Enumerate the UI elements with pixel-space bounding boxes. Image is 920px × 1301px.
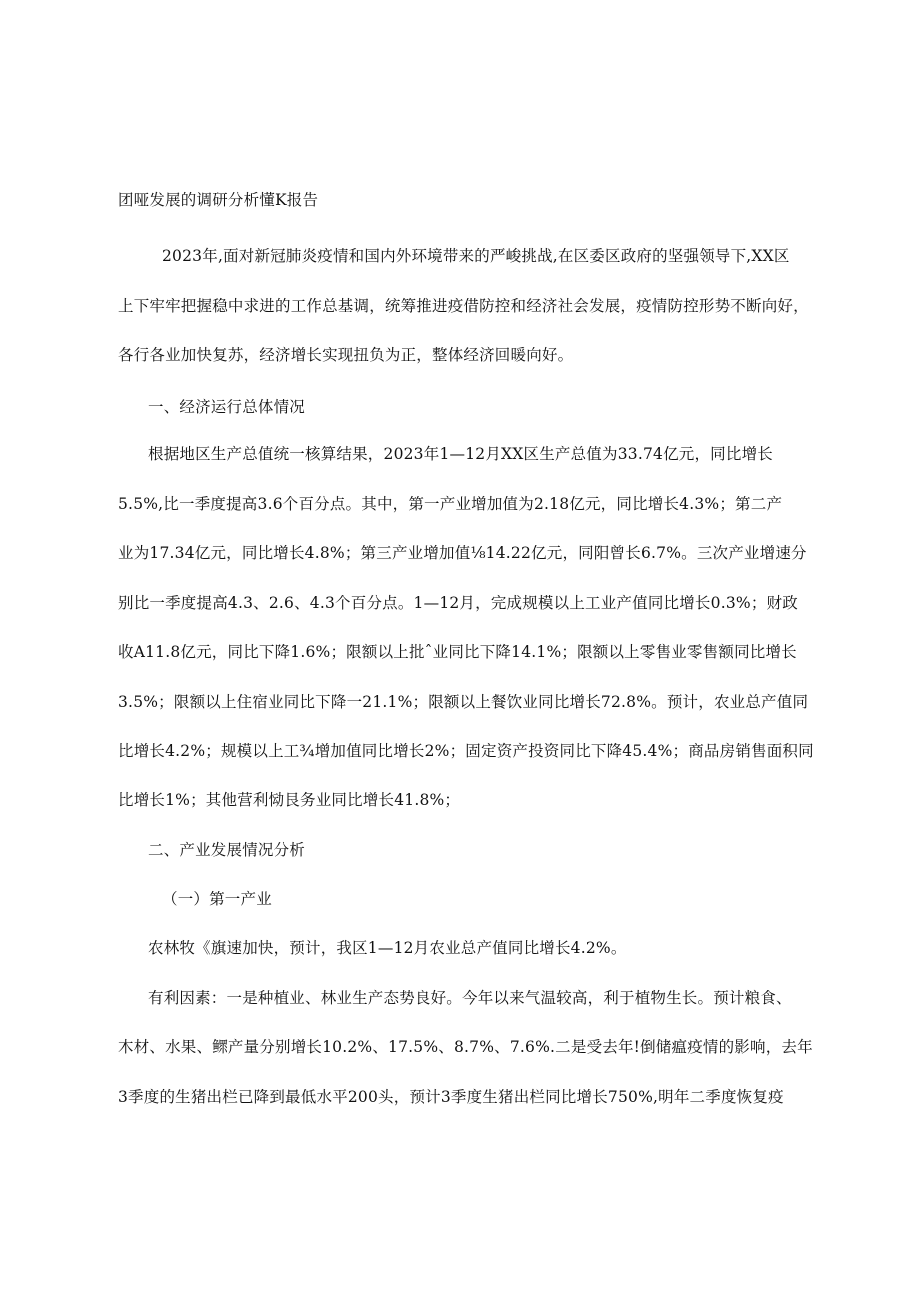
section-1-line-7: 比增长4.2%；规模以上工¾增加值同比增长2%；固定资产投资同比下降45.4%；商品房销售面积同 — [118, 742, 814, 760]
section-1-heading: 一、经济运行总体情况 — [148, 398, 306, 416]
section-1-line-5: 收A11.8亿元，同比下降1.6%；限额以上批ˆ业同比下降14.1%；限额以上零售业零售额同比增长 — [118, 643, 797, 661]
subsection-1-line-2: 木材、水果、鳏产量分别增长10.2%、17.5%、8.7%、7.6%.二是受去年!倒储瘟疫情的影响，去年 — [118, 1038, 813, 1056]
section-1-line-4: 别比一季度提高4.3、2.6、4.3个百分点。1—12月，完成规模以上工业产值同比增长0.3%；财政 — [118, 594, 798, 612]
subsection-1-line-3: 3季度的生猪出栏已降到最低水平200头，预计3季度生猪出栏同比增长750%,明年二季度恢复疫 — [118, 1088, 784, 1106]
intro-line-3: 各行各业加快复苏，经济增长实现扭负为正，整体经济回暖向好。 — [118, 346, 574, 364]
subsection-1-heading: （一）第一产业 — [162, 890, 272, 908]
section-1-line-3: 业为17.34亿元，同比增长4.8%；第三产业增加值⅛14.22亿元，同阳曾长6.7%。三次产业增速分 — [118, 544, 807, 562]
document-title: 团哑发展的调研分析懂K报告 — [118, 191, 319, 209]
section-1-line-6: 3.5%；限额以上住宿业同比下降一21.1%；限额以上餐饮业同比增长72.8%。预计，农业总产值同 — [118, 693, 809, 711]
subsection-1-line-1: 有利因素：一是种植业、林业生产态势良好。今年以来气温较高，利于植物生长。预计粮食、 — [148, 989, 792, 1007]
subsection-1-summary: 农林牧《旗速加快，预计，我区1—12月农业总产值同比增长4.2%。 — [148, 939, 627, 957]
intro-line-2: 上下牢牢把握稳中求进的工作总基调，统筹推进疫借防控和经济社会发展，疫情防控形势不断向好， — [118, 297, 809, 315]
section-1-line-1: 根据地区生产总值统一核算结果，2023年1—12月XX区生产总值为33.74亿元，同比增长 — [148, 445, 773, 463]
section-1-line-8: 比增长1%；其他营利恸艮务业同比增长41.8%； — [118, 791, 461, 809]
intro-line-1: 2023年,面对新冠肺炎疫情和国内外环境带来的严峻挑战,在区委区政府的坚强领导下,XX区 — [162, 247, 790, 265]
section-2-heading: 二、产业发展情况分析 — [148, 841, 306, 859]
section-1-line-2: 5.5%,比一季度提高3.6个百分点。其中，第一产业增加值为2.18亿元，同比增长4.3%；第二产 — [118, 495, 783, 513]
